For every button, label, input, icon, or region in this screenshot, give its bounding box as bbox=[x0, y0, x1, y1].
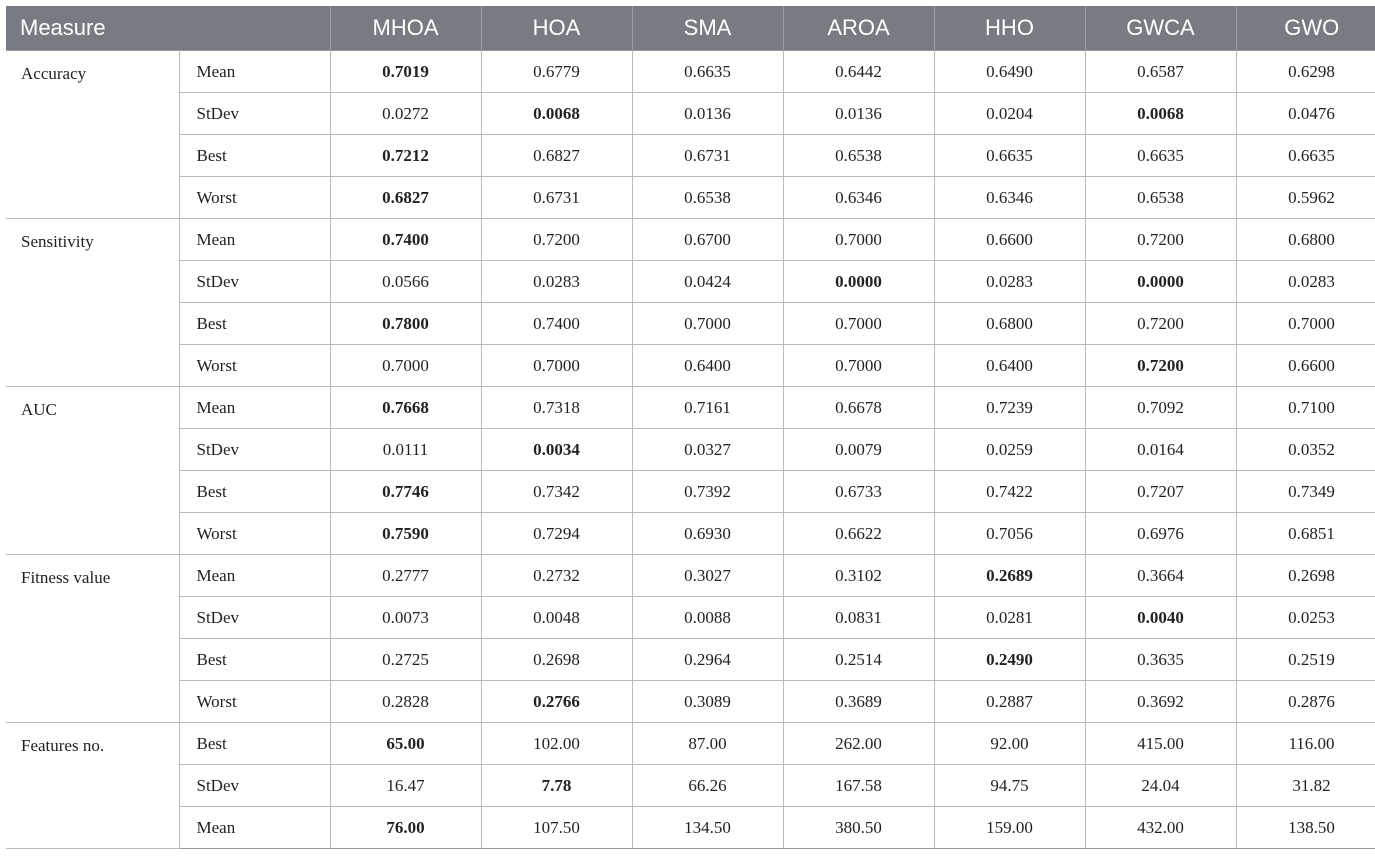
table-body bbox=[6, 51, 1375, 849]
value-cell: 0.0327 bbox=[632, 429, 783, 471]
value-cell: 0.0566 bbox=[330, 261, 481, 303]
value-cell: 138.50 bbox=[1236, 807, 1375, 849]
value-cell: 0.6400 bbox=[632, 345, 783, 387]
value-cell: 0.7092 bbox=[1085, 387, 1236, 429]
value-cell: 0.3664 bbox=[1085, 555, 1236, 597]
value-cell: 0.6538 bbox=[632, 177, 783, 219]
table-row bbox=[6, 429, 1375, 471]
header-stat-blank bbox=[179, 6, 330, 51]
stat-cell: StDev bbox=[179, 765, 330, 807]
value-cell: 0.2689 bbox=[934, 555, 1085, 597]
value-cell: 0.6800 bbox=[934, 303, 1085, 345]
value-cell: 0.0068 bbox=[1085, 93, 1236, 135]
value-cell: 0.2732 bbox=[481, 555, 632, 597]
value-cell: 0.6635 bbox=[934, 135, 1085, 177]
value-cell: 0.7294 bbox=[481, 513, 632, 555]
measure-cell: Fitness value bbox=[6, 555, 179, 723]
value-cell: 0.0000 bbox=[783, 261, 934, 303]
value-cell: 0.2777 bbox=[330, 555, 481, 597]
value-cell: 0.0073 bbox=[330, 597, 481, 639]
value-cell: 0.6851 bbox=[1236, 513, 1375, 555]
stat-cell: Mean bbox=[179, 807, 330, 849]
stat-cell: Mean bbox=[179, 555, 330, 597]
value-cell: 262.00 bbox=[783, 723, 934, 765]
value-cell: 0.7349 bbox=[1236, 471, 1375, 513]
value-cell: 0.6346 bbox=[783, 177, 934, 219]
measure-cell: Features no. bbox=[6, 723, 179, 849]
value-cell: 102.00 bbox=[481, 723, 632, 765]
value-cell: 0.6490 bbox=[934, 51, 1085, 93]
value-cell: 432.00 bbox=[1085, 807, 1236, 849]
value-cell: 0.7746 bbox=[330, 471, 481, 513]
value-cell: 0.3689 bbox=[783, 681, 934, 723]
value-cell: 0.6635 bbox=[1236, 135, 1375, 177]
value-cell: 0.6538 bbox=[783, 135, 934, 177]
value-cell: 0.6400 bbox=[934, 345, 1085, 387]
header-algorithm: GWO bbox=[1236, 6, 1375, 51]
value-cell: 0.7800 bbox=[330, 303, 481, 345]
value-cell: 0.7000 bbox=[481, 345, 632, 387]
measure-cell: AUC bbox=[6, 387, 179, 555]
value-cell: 0.6700 bbox=[632, 219, 783, 261]
value-cell: 0.7100 bbox=[1236, 387, 1375, 429]
table-row bbox=[6, 681, 1375, 723]
stat-cell: Best bbox=[179, 471, 330, 513]
value-cell: 0.2698 bbox=[481, 639, 632, 681]
header-algorithm: AROA bbox=[783, 6, 934, 51]
stat-cell: Worst bbox=[179, 177, 330, 219]
table-row bbox=[6, 765, 1375, 807]
value-cell: 0.2964 bbox=[632, 639, 783, 681]
value-cell: 0.0283 bbox=[481, 261, 632, 303]
value-cell: 0.6930 bbox=[632, 513, 783, 555]
value-cell: 0.7161 bbox=[632, 387, 783, 429]
table-row bbox=[6, 135, 1375, 177]
value-cell: 0.0253 bbox=[1236, 597, 1375, 639]
value-cell: 0.0272 bbox=[330, 93, 481, 135]
value-cell: 0.6635 bbox=[632, 51, 783, 93]
results-table bbox=[6, 6, 1375, 849]
table-row bbox=[6, 177, 1375, 219]
value-cell: 0.6600 bbox=[1236, 345, 1375, 387]
table-row bbox=[6, 387, 1375, 429]
stat-cell: Best bbox=[179, 723, 330, 765]
value-cell: 0.6622 bbox=[783, 513, 934, 555]
value-cell: 92.00 bbox=[934, 723, 1085, 765]
stat-cell: Best bbox=[179, 135, 330, 177]
value-cell: 7.78 bbox=[481, 765, 632, 807]
table-row bbox=[6, 807, 1375, 849]
value-cell: 0.7422 bbox=[934, 471, 1085, 513]
value-cell: 0.0281 bbox=[934, 597, 1085, 639]
value-cell: 380.50 bbox=[783, 807, 934, 849]
stat-cell: StDev bbox=[179, 429, 330, 471]
value-cell: 0.2887 bbox=[934, 681, 1085, 723]
value-cell: 0.6538 bbox=[1085, 177, 1236, 219]
value-cell: 0.3635 bbox=[1085, 639, 1236, 681]
value-cell: 0.7400 bbox=[330, 219, 481, 261]
value-cell: 0.7590 bbox=[330, 513, 481, 555]
table-header-row bbox=[6, 6, 1375, 51]
value-cell: 0.2725 bbox=[330, 639, 481, 681]
value-cell: 0.0088 bbox=[632, 597, 783, 639]
table-row bbox=[6, 597, 1375, 639]
value-cell: 0.3027 bbox=[632, 555, 783, 597]
measure-cell: Accuracy bbox=[6, 51, 179, 219]
value-cell: 0.6827 bbox=[481, 135, 632, 177]
value-cell: 16.47 bbox=[330, 765, 481, 807]
value-cell: 0.6635 bbox=[1085, 135, 1236, 177]
header-measure: Measure bbox=[6, 6, 179, 51]
value-cell: 0.0164 bbox=[1085, 429, 1236, 471]
value-cell: 0.2876 bbox=[1236, 681, 1375, 723]
stat-cell: Best bbox=[179, 303, 330, 345]
value-cell: 0.0283 bbox=[934, 261, 1085, 303]
value-cell: 0.7668 bbox=[330, 387, 481, 429]
header-algorithm: SMA bbox=[632, 6, 783, 51]
value-cell: 0.7200 bbox=[1085, 345, 1236, 387]
measure-cell: Sensitivity bbox=[6, 219, 179, 387]
value-cell: 0.3102 bbox=[783, 555, 934, 597]
value-cell: 0.7056 bbox=[934, 513, 1085, 555]
value-cell: 65.00 bbox=[330, 723, 481, 765]
value-cell: 0.0476 bbox=[1236, 93, 1375, 135]
table-row bbox=[6, 345, 1375, 387]
value-cell: 0.0040 bbox=[1085, 597, 1236, 639]
value-cell: 0.0831 bbox=[783, 597, 934, 639]
value-cell: 0.7200 bbox=[1085, 303, 1236, 345]
value-cell: 0.0048 bbox=[481, 597, 632, 639]
value-cell: 0.0034 bbox=[481, 429, 632, 471]
value-cell: 0.3089 bbox=[632, 681, 783, 723]
value-cell: 0.6298 bbox=[1236, 51, 1375, 93]
table-row bbox=[6, 639, 1375, 681]
value-cell: 0.7000 bbox=[1236, 303, 1375, 345]
value-cell: 159.00 bbox=[934, 807, 1085, 849]
stat-cell: Mean bbox=[179, 387, 330, 429]
value-cell: 0.0136 bbox=[783, 93, 934, 135]
value-cell: 66.26 bbox=[632, 765, 783, 807]
stat-cell: Worst bbox=[179, 345, 330, 387]
value-cell: 0.0259 bbox=[934, 429, 1085, 471]
value-cell: 0.2514 bbox=[783, 639, 934, 681]
value-cell: 0.7019 bbox=[330, 51, 481, 93]
value-cell: 0.7342 bbox=[481, 471, 632, 513]
header-algorithm: MHOA bbox=[330, 6, 481, 51]
header-algorithm: HOA bbox=[481, 6, 632, 51]
value-cell: 0.6731 bbox=[632, 135, 783, 177]
value-cell: 0.6827 bbox=[330, 177, 481, 219]
value-cell: 0.7000 bbox=[632, 303, 783, 345]
stat-cell: StDev bbox=[179, 597, 330, 639]
value-cell: 0.2698 bbox=[1236, 555, 1375, 597]
value-cell: 0.6976 bbox=[1085, 513, 1236, 555]
value-cell: 0.7212 bbox=[330, 135, 481, 177]
value-cell: 94.75 bbox=[934, 765, 1085, 807]
value-cell: 0.0136 bbox=[632, 93, 783, 135]
value-cell: 0.6600 bbox=[934, 219, 1085, 261]
table-row bbox=[6, 93, 1375, 135]
value-cell: 76.00 bbox=[330, 807, 481, 849]
stat-cell: StDev bbox=[179, 93, 330, 135]
table-row bbox=[6, 513, 1375, 555]
value-cell: 0.7207 bbox=[1085, 471, 1236, 513]
stat-cell: StDev bbox=[179, 261, 330, 303]
stat-cell: Mean bbox=[179, 51, 330, 93]
value-cell: 0.2828 bbox=[330, 681, 481, 723]
value-cell: 0.2490 bbox=[934, 639, 1085, 681]
table-row bbox=[6, 555, 1375, 597]
value-cell: 0.6779 bbox=[481, 51, 632, 93]
value-cell: 116.00 bbox=[1236, 723, 1375, 765]
value-cell: 0.0068 bbox=[481, 93, 632, 135]
value-cell: 0.6346 bbox=[934, 177, 1085, 219]
value-cell: 167.58 bbox=[783, 765, 934, 807]
value-cell: 0.7392 bbox=[632, 471, 783, 513]
value-cell: 0.5962 bbox=[1236, 177, 1375, 219]
value-cell: 0.0079 bbox=[783, 429, 934, 471]
stat-cell: Best bbox=[179, 639, 330, 681]
value-cell: 0.3692 bbox=[1085, 681, 1236, 723]
value-cell: 0.7000 bbox=[783, 219, 934, 261]
value-cell: 0.2766 bbox=[481, 681, 632, 723]
value-cell: 0.7200 bbox=[481, 219, 632, 261]
header-algorithm: GWCA bbox=[1085, 6, 1236, 51]
stat-cell: Mean bbox=[179, 219, 330, 261]
table-row bbox=[6, 51, 1375, 93]
value-cell: 0.6442 bbox=[783, 51, 934, 93]
value-cell: 107.50 bbox=[481, 807, 632, 849]
table-row bbox=[6, 471, 1375, 513]
value-cell: 0.7000 bbox=[330, 345, 481, 387]
value-cell: 0.0352 bbox=[1236, 429, 1375, 471]
value-cell: 0.0283 bbox=[1236, 261, 1375, 303]
value-cell: 0.2519 bbox=[1236, 639, 1375, 681]
value-cell: 0.7318 bbox=[481, 387, 632, 429]
value-cell: 31.82 bbox=[1236, 765, 1375, 807]
value-cell: 0.7239 bbox=[934, 387, 1085, 429]
header-algorithm: HHO bbox=[934, 6, 1085, 51]
value-cell: 0.7000 bbox=[783, 303, 934, 345]
table-row bbox=[6, 261, 1375, 303]
value-cell: 0.7200 bbox=[1085, 219, 1236, 261]
value-cell: 24.04 bbox=[1085, 765, 1236, 807]
value-cell: 0.6800 bbox=[1236, 219, 1375, 261]
stat-cell: Worst bbox=[179, 513, 330, 555]
value-cell: 0.6731 bbox=[481, 177, 632, 219]
table-row bbox=[6, 219, 1375, 261]
table-row bbox=[6, 303, 1375, 345]
value-cell: 0.0424 bbox=[632, 261, 783, 303]
value-cell: 0.0204 bbox=[934, 93, 1085, 135]
value-cell: 415.00 bbox=[1085, 723, 1236, 765]
table-row bbox=[6, 723, 1375, 765]
value-cell: 0.7000 bbox=[783, 345, 934, 387]
value-cell: 0.0111 bbox=[330, 429, 481, 471]
value-cell: 0.6733 bbox=[783, 471, 934, 513]
value-cell: 0.6678 bbox=[783, 387, 934, 429]
value-cell: 0.6587 bbox=[1085, 51, 1236, 93]
value-cell: 87.00 bbox=[632, 723, 783, 765]
stat-cell: Worst bbox=[179, 681, 330, 723]
value-cell: 134.50 bbox=[632, 807, 783, 849]
value-cell: 0.7400 bbox=[481, 303, 632, 345]
value-cell: 0.0000 bbox=[1085, 261, 1236, 303]
